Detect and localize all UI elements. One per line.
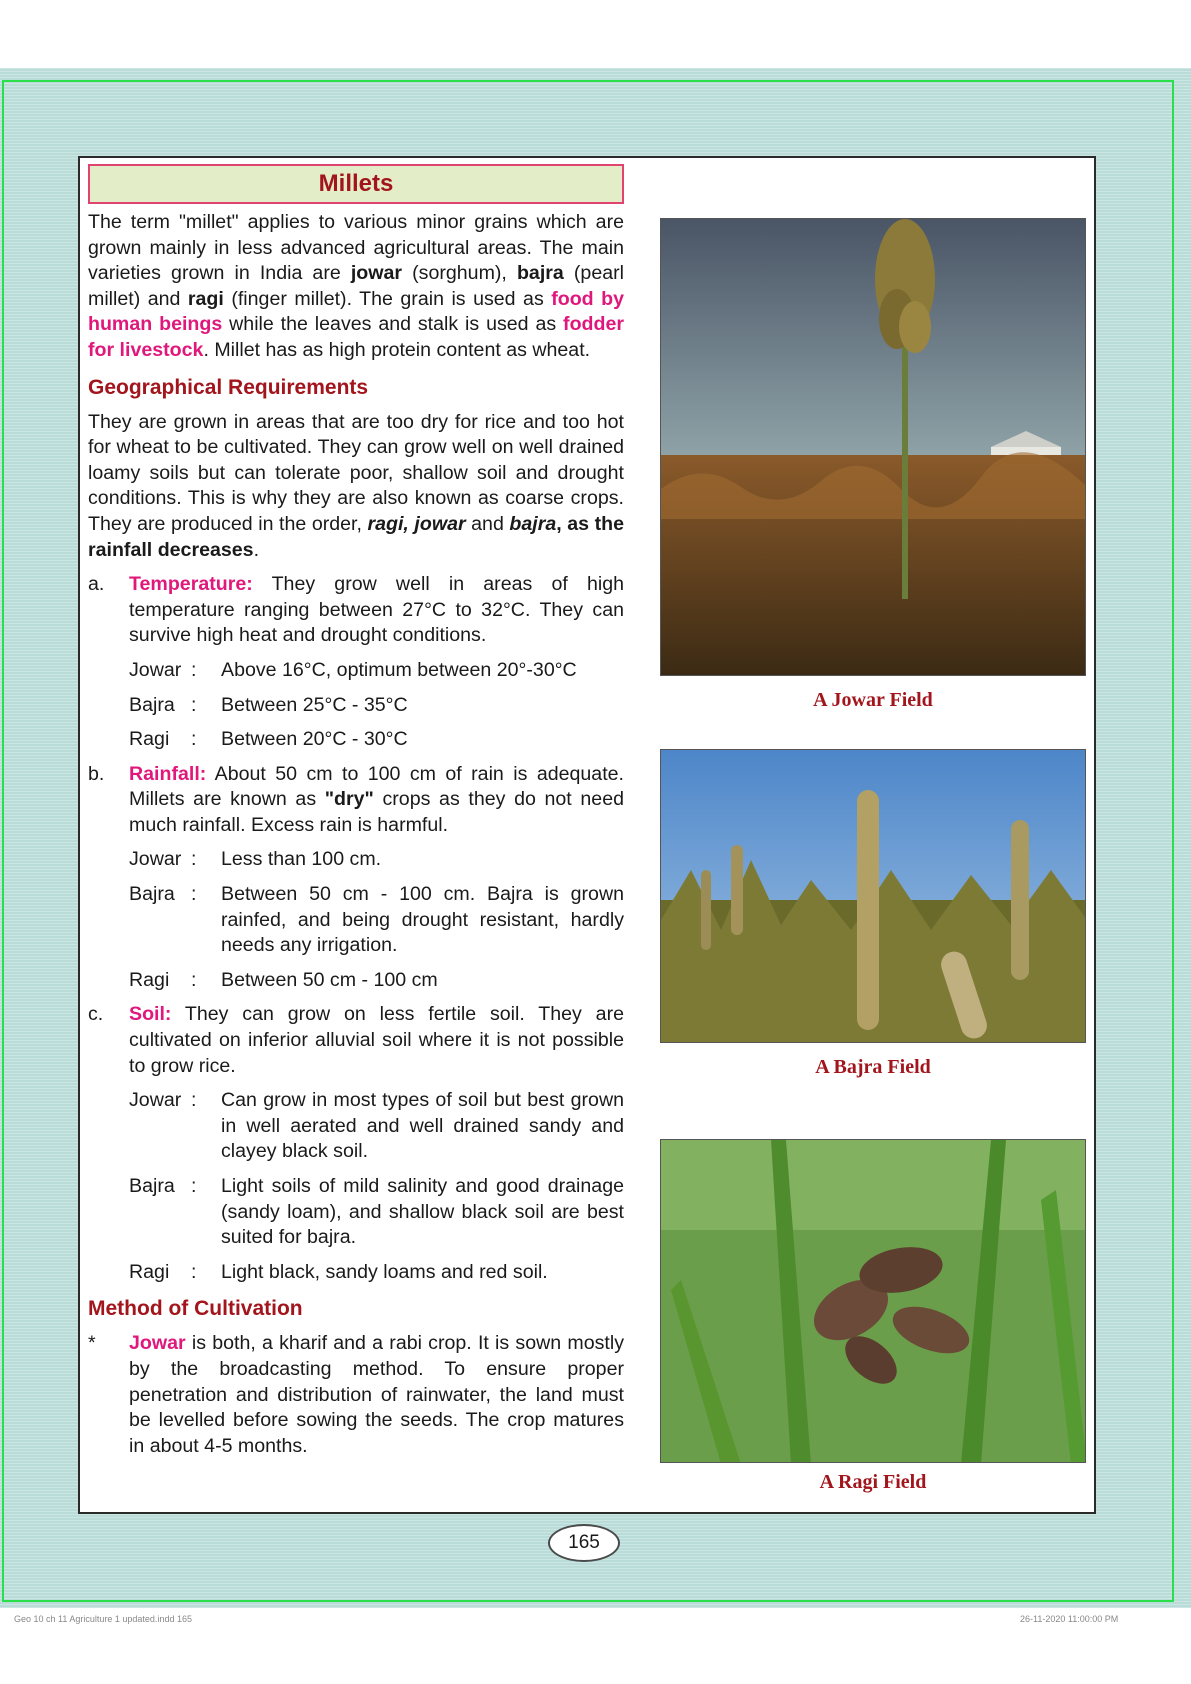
- separator: :: [191, 658, 197, 681]
- method-text: is both, a kharif and a rabi crop. It is sown mostly by the broadcasting method. To ensure proper penetration and distribution of rainwater, the land must be levelled before sowing the seeds. The crop matures in about 4-5 months.: [129, 1332, 624, 1457]
- ragi-caption: A Ragi Field: [819, 1471, 927, 1493]
- soil-row-bajra: [88, 1174, 624, 1251]
- soil-row-jowar: [88, 1088, 624, 1165]
- separator: :: [191, 1175, 197, 1197]
- crop-name: Jowar: [129, 1089, 182, 1112]
- geo-paragraph: [88, 410, 624, 564]
- list-marker: b.: [88, 762, 105, 785]
- order-ragi-jowar: ragi, jowar: [367, 512, 466, 535]
- intro-text: . Millet has as high protein content as wheat.: [203, 338, 591, 361]
- bajra-field-photo: [660, 749, 1086, 1043]
- separator: :: [191, 848, 197, 871]
- intro-text: while the leaves and stalk is used as: [222, 313, 564, 336]
- text-column: [88, 164, 624, 1459]
- rain-row-ragi: [88, 968, 624, 994]
- list-marker: a.: [88, 573, 105, 596]
- crop-detail: Less than 100 cm.: [221, 848, 382, 871]
- crop-name: Ragi: [129, 728, 170, 751]
- geo-heading: Geographical Requirements: [88, 375, 369, 399]
- intro-text: (finger millet). The grain is used as: [223, 287, 552, 310]
- list-marker: c.: [88, 1003, 104, 1026]
- soil-label: Soil:: [129, 1003, 172, 1026]
- term-ragi: ragi: [187, 287, 224, 310]
- rainfall-text: About 50 cm to 100 cm of rain is adequate. Millets are known as: [129, 762, 624, 811]
- geo-text: They are grown in areas that are too dry for rice and too hot for wheat to be cultivated. They can grow well on well drained loamy soils but can tolerate poor, shallow soil and drought conditions. This is why they are also known as coarse crops. They are produced in the order,: [88, 410, 624, 535]
- soil-row-ragi: [88, 1260, 624, 1286]
- intro-text: (pearl millet) and: [88, 262, 624, 310]
- crop-name: Ragi: [129, 1260, 170, 1283]
- crop-detail: Between 50 cm - 100 cm: [221, 968, 438, 991]
- jowar-caption: A Jowar Field: [813, 689, 933, 711]
- temperature-label: Temperature:: [129, 573, 253, 596]
- separator: :: [191, 1260, 197, 1283]
- separator: :: [191, 968, 197, 991]
- temp-row-jowar: [88, 658, 624, 684]
- crop-name: Bajra: [129, 883, 175, 906]
- highlight-fodder: fodder for livestock: [88, 313, 624, 361]
- soil-text: They can grow on less fertile soil. They are cultivated on inferior alluvial soil where it is not possible to grow rice.: [129, 1003, 624, 1077]
- crop-detail: Between 25°C - 35°C: [221, 693, 408, 716]
- separator: :: [191, 693, 197, 716]
- intro-text: The term "millet" applies to various minor grains which are grown mainly in less advanced agricultural areas. The main varieties grown in India are: [88, 211, 624, 285]
- rain-row-jowar: [88, 847, 624, 873]
- crop-name: Bajra: [129, 693, 175, 716]
- bajra-caption: A Bajra Field: [815, 1056, 931, 1078]
- crop-name: Jowar: [129, 658, 182, 681]
- temperature-text: They grow well in areas of high temperature ranging between 27°C to 32°C. They can survive high heat and drought conditions.: [129, 573, 624, 647]
- jowar-field-photo: [660, 218, 1086, 676]
- term-jowar: jowar: [350, 262, 403, 285]
- rainfall-text: crops as they do not need much rainfall. Excess rain is harmful.: [129, 788, 624, 836]
- separator: :: [191, 1089, 197, 1112]
- method-jowar-label: Jowar: [129, 1332, 186, 1355]
- term-bajra: bajra: [516, 262, 564, 285]
- method-item: [88, 1331, 624, 1459]
- rain-row-bajra: [88, 882, 624, 959]
- footer-timestamp: 26-11-2020 11:00:00 PM: [1020, 1614, 1119, 1624]
- geo-rainfall-clause: , as the rainfall decreases: [88, 512, 624, 561]
- method-heading: Method of Cultivation: [88, 1297, 303, 1321]
- crop-name: Bajra: [129, 1175, 175, 1197]
- list-marker: *: [88, 1332, 96, 1355]
- rainfall-item: [88, 762, 624, 839]
- separator: :: [191, 883, 197, 906]
- ragi-field-photo: [660, 1139, 1086, 1463]
- page-number: 165: [548, 1524, 620, 1562]
- order-bajra: bajra: [509, 512, 557, 535]
- term-dry: "dry": [324, 788, 374, 811]
- soil-item: [88, 1002, 624, 1079]
- separator: :: [191, 728, 197, 751]
- highlight-food: food by human beings: [88, 287, 624, 336]
- geo-text: .: [253, 538, 260, 561]
- crop-name: Ragi: [129, 968, 170, 991]
- temp-row-bajra: [88, 693, 624, 719]
- intro-text: (sorghum),: [402, 262, 517, 285]
- crop-detail: Light black, sandy loams and red soil.: [221, 1260, 548, 1283]
- crop-detail: Above 16°C, optimum between 20°-30°C: [221, 658, 577, 681]
- crop-name: Jowar: [129, 848, 182, 871]
- crop-detail: Between 50 cm - 100 cm. Bajra is grown rainfed, and being drought resistant, hardly needs any irrigation.: [221, 883, 624, 957]
- crop-detail: Can grow in most types of soil but best grown in well aerated and well drained sandy and clayey black soil.: [221, 1089, 624, 1163]
- geo-text: and: [465, 512, 510, 535]
- intro-paragraph: [88, 210, 624, 364]
- rainfall-label: Rainfall:: [129, 762, 207, 785]
- crop-detail: Between 20°C - 30°C: [221, 728, 408, 751]
- crop-detail: Light soils of mild salinity and good drainage (sandy loam), and shallow black soil are best suited for bajra.: [221, 1175, 624, 1249]
- temperature-item: [88, 572, 624, 649]
- page-title: Millets: [88, 164, 624, 204]
- temp-row-ragi: [88, 727, 624, 753]
- footer-file-info: Geo 10 ch 11 Agriculture 1 updated.indd 165: [14, 1614, 192, 1624]
